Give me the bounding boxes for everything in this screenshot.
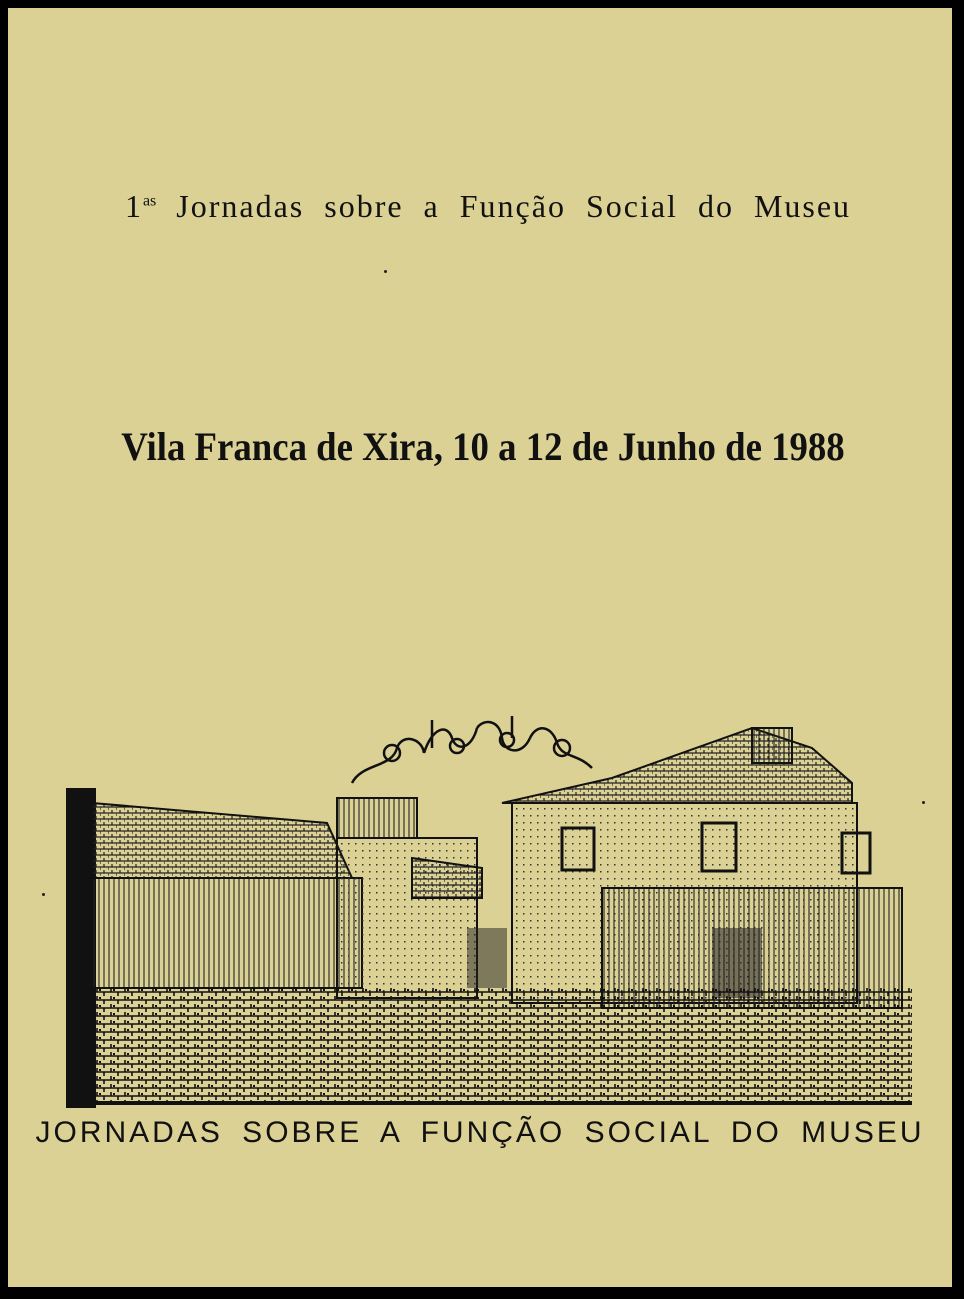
- left-wall: [92, 878, 362, 988]
- left-roof: [92, 803, 352, 878]
- cover-title: [8, 188, 952, 225]
- parapet: [337, 798, 417, 838]
- speck: [42, 893, 45, 896]
- speck: [922, 801, 925, 804]
- cobbled-ground: [66, 988, 912, 1103]
- middle-wall: [337, 838, 477, 998]
- title-ordinal-suffix: as: [142, 192, 157, 210]
- title-ordinal: 1: [124, 188, 143, 224]
- doorway: [467, 928, 507, 988]
- houses-illustration: [52, 708, 912, 1108]
- iron-crest: [352, 716, 592, 783]
- title-text: Jornadas sobre a Função Social do Museu: [176, 188, 852, 224]
- cover-page: [8, 8, 952, 1287]
- chimney: [752, 728, 792, 763]
- caption: JORNADAS SOBRE A FUNÇÃO SOCIAL DO MUSEU: [35, 1116, 925, 1149]
- doorway: [712, 928, 762, 998]
- place-and-date: Vila Franca de Xira, 10 a 12 de Junho de 1988: [121, 424, 845, 469]
- speck: [384, 270, 387, 273]
